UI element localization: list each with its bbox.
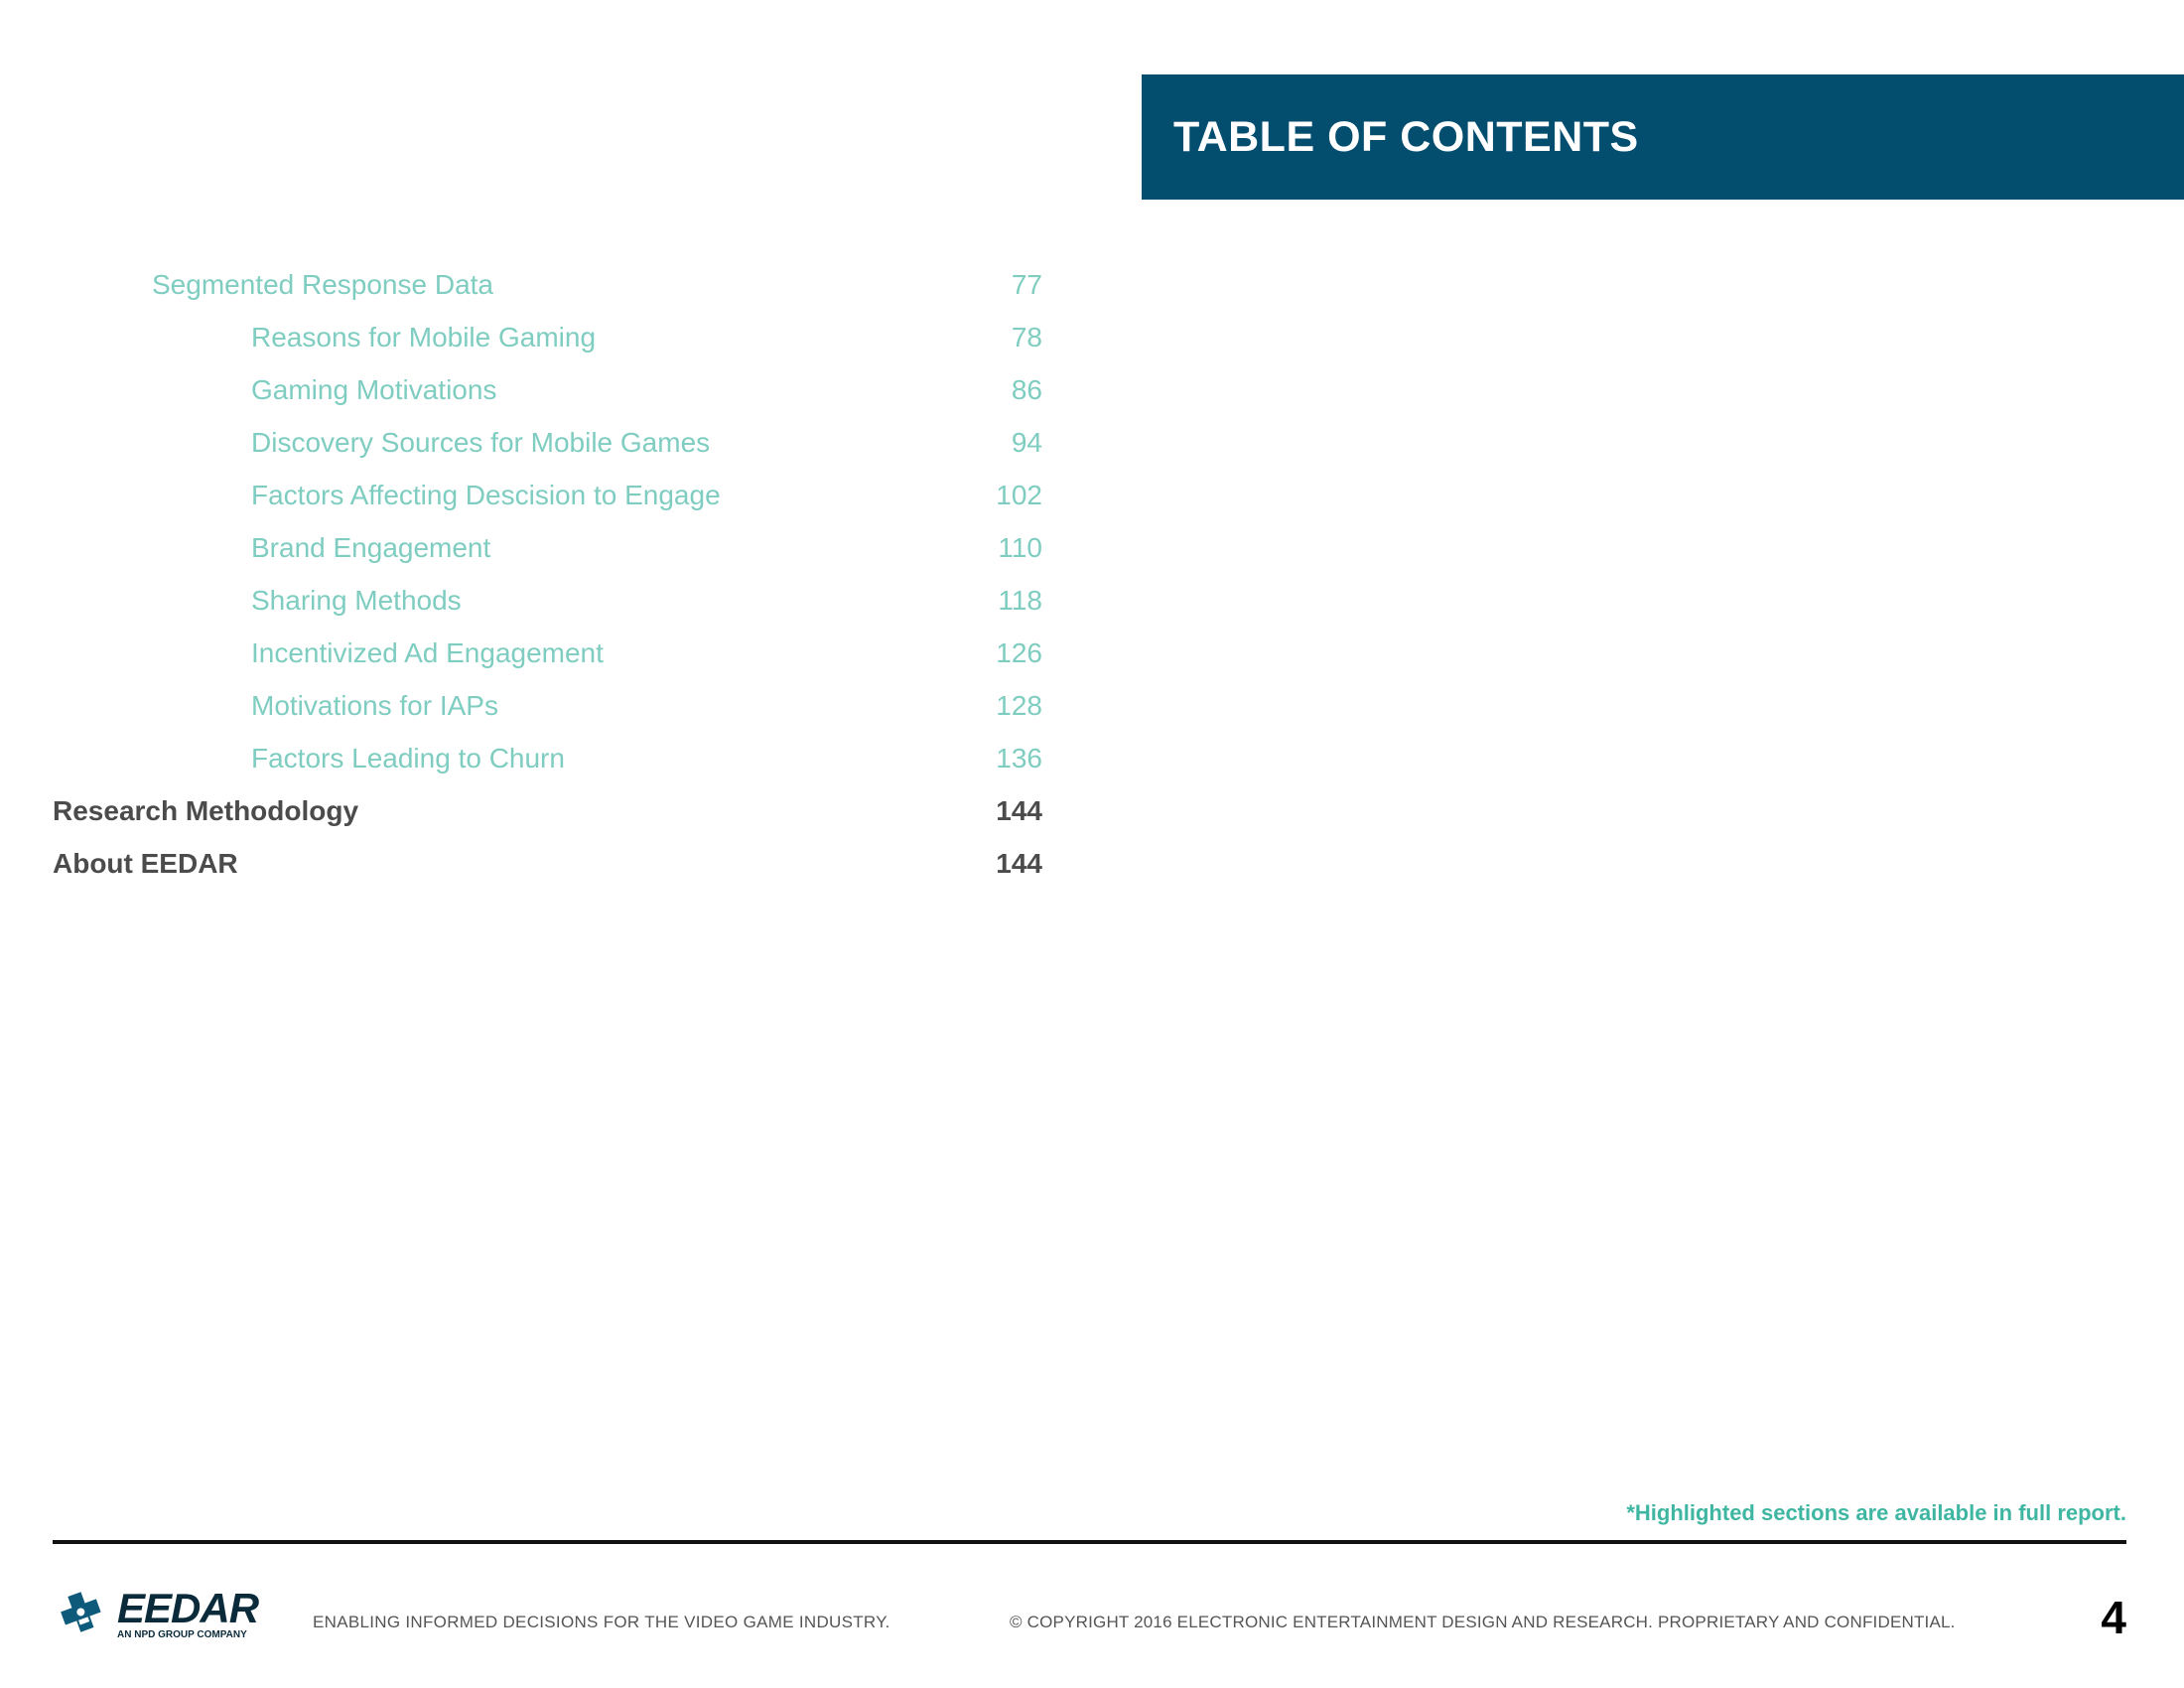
toc-entry[interactable] bbox=[53, 416, 1042, 469]
toc-entry[interactable] bbox=[53, 521, 1042, 574]
highlight-note: *Highlighted sections are available in full report. bbox=[1626, 1500, 2126, 1525]
toc-entry-page: 86 bbox=[1011, 373, 1042, 405]
toc-entry[interactable] bbox=[53, 627, 1042, 679]
title-banner bbox=[1142, 74, 2184, 200]
toc-entry-page: 136 bbox=[996, 742, 1042, 774]
toc-entry-label: Discovery Sources for Mobile Games bbox=[251, 426, 711, 458]
toc-entry-label: Motivations for IAPs bbox=[251, 689, 498, 721]
toc-entry-label: Factors Leading to Churn bbox=[251, 742, 565, 774]
toc-entry[interactable] bbox=[53, 679, 1042, 732]
logo-subtext: AN NPD GROUP COMPANY bbox=[117, 1629, 247, 1640]
toc-entry[interactable] bbox=[53, 311, 1042, 363]
toc-entry-label: Factors Affecting Descision to Engage bbox=[251, 479, 721, 510]
footer-divider bbox=[53, 1540, 2126, 1544]
gamepad-logo-icon bbox=[53, 1585, 112, 1642]
toc-entry[interactable] bbox=[53, 363, 1042, 416]
toc-entry-label: Sharing Methods bbox=[251, 584, 462, 616]
toc-section-page: 144 bbox=[996, 847, 1042, 879]
toc-entry-page: 126 bbox=[996, 636, 1042, 668]
toc-entry[interactable] bbox=[53, 732, 1042, 784]
logo-wordmark: EEDAR bbox=[117, 1585, 259, 1631]
toc-section-page: 144 bbox=[996, 794, 1042, 826]
footer-copyright: © COPYRIGHT 2016 ELECTRONIC ENTERTAINMENT DESIGN AND RESEARCH. PROPRIETARY AND CONFIDENTIAL. bbox=[1010, 1613, 1956, 1631]
toc-entry-page: 118 bbox=[998, 584, 1042, 616]
toc-entry[interactable] bbox=[53, 258, 1042, 311]
toc-entry-label: Segmented Response Data bbox=[152, 268, 493, 300]
toc-entry-page: 110 bbox=[998, 531, 1042, 563]
toc-entry-label: Gaming Motivations bbox=[251, 373, 497, 405]
toc-entry-page: 77 bbox=[1011, 268, 1042, 300]
toc-entry[interactable] bbox=[53, 469, 1042, 521]
page-number: 4 bbox=[2101, 1592, 2126, 1643]
page-title: TABLE OF CONTENTS bbox=[1173, 112, 1639, 161]
toc-entry-page: 78 bbox=[1011, 321, 1042, 352]
toc-entry-label: Brand Engagement bbox=[251, 531, 491, 563]
toc-entry-page: 128 bbox=[996, 689, 1042, 721]
toc-section-label: About EEDAR bbox=[53, 847, 238, 879]
eedar-logo bbox=[53, 1585, 266, 1642]
footer-tagline: ENABLING INFORMED DECISIONS FOR THE VIDEO GAME INDUSTRY. bbox=[313, 1613, 890, 1631]
toc-entry[interactable] bbox=[53, 574, 1042, 627]
toc-section[interactable] bbox=[53, 837, 1042, 890]
toc-entry-page: 94 bbox=[1011, 426, 1042, 458]
table-of-contents bbox=[53, 258, 1042, 890]
toc-section[interactable] bbox=[53, 784, 1042, 837]
toc-entry-label: Incentivized Ad Engagement bbox=[251, 636, 604, 668]
toc-entry-label: Reasons for Mobile Gaming bbox=[251, 321, 597, 352]
toc-section-label: Research Methodology bbox=[53, 794, 359, 826]
toc-entry-page: 102 bbox=[996, 479, 1042, 510]
